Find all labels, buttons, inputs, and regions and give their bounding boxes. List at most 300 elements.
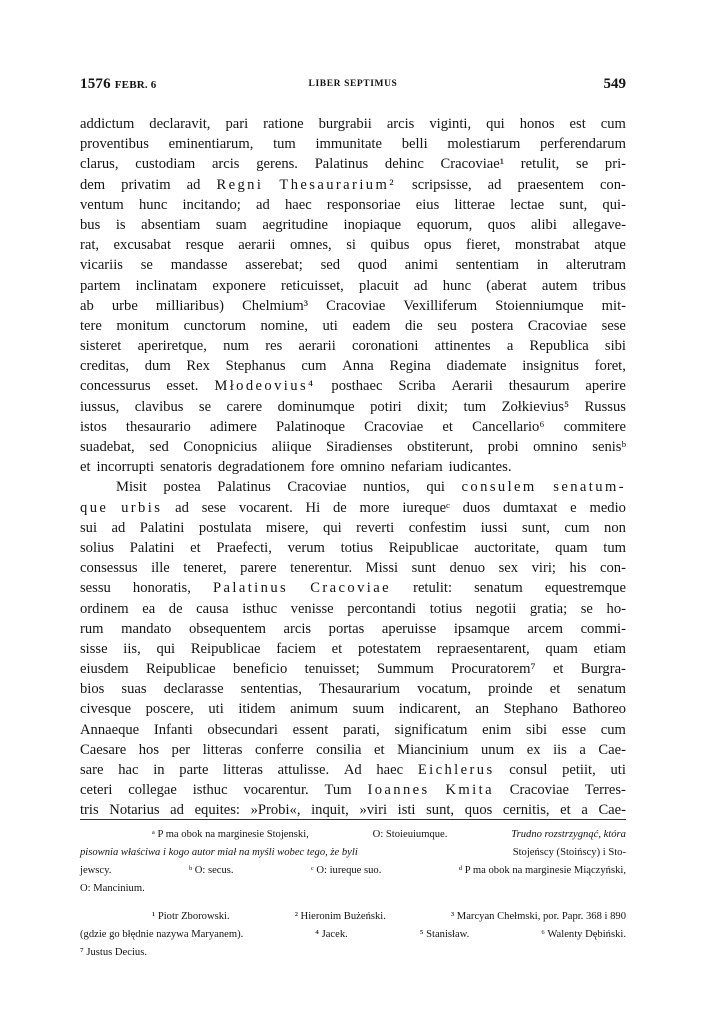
word: Terres-	[584, 782, 626, 799]
text-line	[80, 195, 626, 215]
word: Summum	[377, 661, 434, 678]
word: vicariis	[80, 257, 123, 274]
text-line	[80, 558, 626, 578]
word: lectae	[510, 196, 545, 213]
word: omnino	[340, 459, 385, 476]
word: medio	[589, 499, 626, 516]
word: milliaribus)	[155, 297, 224, 314]
text-line	[80, 578, 626, 598]
text-line	[80, 659, 626, 679]
word: clarus,	[80, 156, 119, 173]
word: et	[374, 741, 385, 758]
word: attinentes	[434, 338, 491, 355]
word: senisᵇ	[592, 439, 626, 455]
word: ratione	[263, 116, 304, 132]
word: declarasse	[163, 681, 224, 698]
text-line	[80, 417, 626, 437]
word: litteras	[202, 741, 243, 758]
word: reverti	[356, 519, 395, 536]
word: ad	[170, 802, 184, 819]
word: consulem	[461, 479, 537, 496]
word: tere	[80, 317, 102, 334]
word: ad	[487, 176, 502, 193]
footnote-line	[80, 844, 626, 862]
word: iurequeᶜ	[402, 499, 450, 516]
word: sisse	[80, 640, 108, 657]
word: Reipublicae	[145, 661, 216, 678]
word: portas	[328, 620, 365, 637]
text-line	[80, 720, 626, 740]
word: commitere	[563, 418, 626, 435]
word: Infanti	[153, 721, 193, 738]
word: Thesaurarium	[318, 681, 400, 698]
word: se	[198, 398, 212, 415]
word: Notarius	[109, 802, 160, 819]
word: potestatem	[357, 640, 422, 657]
word: aerarii	[238, 237, 276, 254]
text-line	[80, 437, 626, 457]
text-line	[80, 619, 626, 639]
word: scripsisse,	[412, 176, 472, 193]
word: denuo	[449, 560, 486, 577]
word: responsoriae	[326, 196, 401, 213]
word: suam	[215, 216, 247, 233]
word: placuit	[358, 277, 399, 294]
word: eius	[415, 196, 440, 213]
word: thesaurum	[508, 378, 570, 395]
word: ordinem	[80, 600, 129, 617]
word: praesentem	[517, 176, 584, 193]
word: postea	[163, 479, 201, 496]
word: alibi	[530, 216, 557, 233]
word: itidem	[238, 701, 276, 718]
word: teneret,	[183, 560, 227, 577]
word: suas	[121, 681, 147, 698]
word: cum	[564, 519, 590, 536]
text-line	[80, 114, 626, 134]
word: isthuc	[242, 600, 278, 617]
word: Misit	[116, 479, 147, 496]
footnote-segment: ᵈ P ma obok na marginesie Miączyński,	[458, 865, 626, 876]
word: sisteret	[80, 338, 122, 355]
word: equorum,	[416, 216, 473, 233]
word: se	[580, 600, 593, 617]
word: a	[506, 338, 514, 355]
text-line	[80, 639, 626, 659]
footnotes-variant	[80, 826, 626, 898]
word: quam	[545, 640, 578, 657]
word: Palatinus	[314, 156, 369, 173]
footnote-segment: ᶜ O: iureque suo.	[311, 865, 382, 876]
word: poscere,	[145, 701, 194, 718]
word: equites:	[194, 802, 240, 819]
word: de	[168, 600, 183, 617]
word: venisse	[290, 600, 334, 617]
text-line	[80, 376, 626, 396]
word: misere,	[265, 519, 309, 536]
word: et	[442, 418, 453, 435]
footnote-segment: O: Mancinium.	[80, 883, 145, 894]
word: declaravit,	[149, 116, 211, 132]
word: degradationem	[218, 459, 305, 476]
word: inquit,	[311, 802, 349, 819]
word: sunt,	[521, 519, 550, 536]
word: petiit,	[562, 762, 596, 778]
word: dixit;	[417, 398, 448, 415]
word: custodiam	[135, 156, 196, 173]
word: rum	[80, 620, 104, 637]
word: aegritudine	[262, 216, 328, 233]
word: se	[140, 257, 153, 274]
text-line	[80, 235, 626, 255]
word: gratia;	[529, 600, 568, 617]
text-line	[80, 276, 626, 296]
word: Cae-	[598, 802, 626, 819]
word: negotii	[475, 600, 517, 617]
word: ad	[186, 176, 201, 193]
word: consilia	[316, 741, 362, 758]
word: consessus	[80, 560, 138, 577]
word: autem	[541, 277, 578, 294]
word: Anna	[342, 358, 374, 375]
word: Chelmium³	[242, 297, 309, 314]
word: Zołkievius⁵	[501, 398, 570, 415]
word: duos	[462, 499, 491, 516]
word: Stephano	[503, 701, 558, 718]
word: an	[475, 701, 490, 718]
word: per	[171, 741, 191, 758]
word: sese	[601, 317, 626, 334]
text-line	[80, 518, 626, 538]
text-line	[80, 699, 626, 719]
word: Cae-	[598, 741, 626, 758]
word: postera	[471, 317, 514, 334]
word: eiusdem	[80, 661, 129, 678]
word: nomine,	[260, 317, 308, 334]
word: bus	[80, 216, 101, 233]
footnote-segment: ¹ Piotr Zborowski.	[152, 911, 230, 922]
word: verum	[287, 539, 325, 556]
word: Cracoviae	[527, 317, 588, 334]
word: Cancellario⁶	[472, 418, 545, 435]
word: dominumque	[277, 398, 355, 415]
word: Missi	[365, 560, 399, 577]
word: immunitate	[315, 136, 382, 153]
word: totius	[340, 539, 374, 556]
footnote-rule	[80, 819, 626, 820]
footnote-segment: ᵃ P ma obok na marginesie Stojenski,	[152, 829, 309, 840]
text-line	[80, 780, 626, 800]
word: incitando;	[182, 196, 241, 213]
word: esse	[561, 721, 587, 738]
word: urbis	[121, 499, 163, 516]
text-line	[80, 760, 626, 780]
word: res	[265, 338, 283, 355]
word: Burgra-	[580, 661, 626, 678]
word: tribus	[592, 277, 626, 294]
word: clavibus	[134, 398, 184, 415]
footnote-segment: Stojeńscy (Stoińscy) i Sto-	[512, 847, 626, 858]
word: animi	[404, 257, 439, 274]
word: Cracoviae	[509, 782, 569, 799]
word: cernitis,	[502, 802, 550, 819]
word: posthaec	[331, 378, 383, 395]
word: Palatini	[139, 519, 185, 536]
word: seu	[437, 317, 457, 334]
word: nuntios,	[363, 479, 410, 496]
footnote-segment: pisownia właściwa i kogo autor miał na myśli wobec tego, że byli	[80, 847, 358, 858]
word: quos	[464, 802, 493, 819]
word: honos	[519, 116, 555, 132]
text-line	[80, 599, 626, 619]
word: Cracoviae	[326, 297, 386, 314]
word: Młodeovius⁴	[214, 378, 316, 395]
word: hac	[118, 762, 139, 778]
word: unum	[480, 741, 515, 758]
word: sessu	[80, 580, 111, 597]
word: ad	[413, 277, 428, 294]
text-line	[80, 316, 626, 336]
word: atque	[594, 237, 626, 254]
word: Cracoviae	[287, 479, 347, 496]
word: significatum	[394, 721, 468, 738]
footnote-line	[80, 862, 626, 880]
text-line	[80, 538, 626, 558]
word: esset.	[166, 378, 199, 395]
word: et	[560, 802, 571, 819]
word: cum	[600, 116, 626, 132]
page-number: 549	[603, 76, 626, 92]
word: istos	[80, 418, 107, 435]
word: nefariam	[390, 459, 443, 476]
word: gerens.	[256, 156, 298, 173]
word: partem	[80, 277, 121, 294]
word: reticuisset,	[281, 277, 344, 294]
word: quibus	[370, 237, 410, 254]
word: cum	[600, 721, 626, 738]
word: viri;	[531, 560, 556, 577]
word: Rex	[186, 358, 210, 375]
word: fieret,	[465, 237, 501, 254]
word: auctoritate,	[474, 539, 540, 556]
word: bios	[80, 681, 105, 698]
word: molestiarum	[447, 136, 521, 153]
text-line	[80, 740, 626, 760]
word: thesaurario	[125, 418, 191, 435]
word: sententiam	[455, 257, 520, 274]
word: dum	[144, 358, 171, 375]
word: more	[359, 499, 390, 516]
word: Annaeque	[80, 721, 140, 738]
footnote-segment: ᵇ O: secus.	[188, 865, 234, 876]
word: die	[404, 317, 423, 334]
word: Cracoviae¹	[440, 156, 505, 173]
footnotes	[80, 826, 626, 962]
word: senatum-	[553, 479, 626, 496]
word: in	[153, 762, 165, 778]
word: animum	[290, 701, 339, 718]
word: essent	[292, 721, 329, 738]
word: qui	[486, 116, 505, 132]
word: Reipublicae	[190, 640, 261, 657]
word: urbe	[111, 297, 138, 314]
word: parere	[240, 560, 277, 577]
word: a	[579, 741, 586, 758]
footnote-line	[80, 944, 626, 962]
word: enim	[482, 721, 512, 738]
word: monitum	[116, 317, 170, 334]
footnote-segment: jewscy.	[80, 865, 112, 876]
word: hos	[138, 741, 159, 758]
word: omnes,	[289, 237, 332, 254]
word: solius	[80, 539, 115, 556]
word: arcis	[386, 116, 415, 132]
word: suadebat,	[80, 439, 135, 455]
word: suum	[352, 701, 385, 718]
word: Bathoreo	[572, 701, 626, 718]
text-line	[80, 457, 626, 477]
word: belli	[401, 136, 428, 153]
word: aperire	[585, 378, 626, 395]
word: ad	[256, 196, 270, 213]
word: sunt,	[559, 196, 588, 213]
word: addictum	[80, 116, 135, 132]
word: vocatum,	[417, 681, 471, 698]
word: uti	[208, 701, 224, 718]
footnote-line	[80, 826, 626, 844]
word: qui-	[602, 196, 626, 213]
word: confestim	[408, 519, 467, 536]
word: conferre	[254, 741, 304, 758]
word: quam	[555, 539, 588, 556]
word: sex	[498, 560, 519, 577]
word: postulata	[198, 519, 252, 536]
word: excusabat	[113, 237, 172, 254]
text-line	[80, 477, 626, 497]
word: pri-	[604, 156, 626, 173]
word: vocarentur.	[243, 782, 309, 799]
text-line	[80, 800, 626, 820]
word: sunt,	[426, 802, 455, 819]
word: Siradienses	[326, 439, 393, 455]
word: asserebat;	[245, 257, 303, 274]
footnote-segment: ⁴ Jacek.	[315, 929, 348, 940]
word: sui	[80, 519, 98, 536]
header-month-day: FEBR. 6	[114, 79, 157, 91]
footnote-segment: ² Hieronim Bużeński.	[294, 911, 386, 922]
text-line	[80, 134, 626, 154]
word: obstiterunt,	[407, 439, 474, 455]
word: dem	[80, 176, 106, 193]
word: Palatini	[129, 539, 175, 556]
word: Stoienniumque	[495, 297, 584, 314]
word: iudicantes.	[448, 459, 512, 476]
word: sed	[149, 439, 169, 455]
word: qui	[323, 519, 342, 536]
word: ventum	[80, 196, 124, 213]
word: et	[549, 681, 561, 698]
word: proventibus	[80, 136, 149, 153]
word: Cracoviae	[310, 580, 391, 597]
word: uti	[610, 762, 626, 778]
header-title: LIBER SEPTIMUS	[308, 79, 398, 89]
word: in	[536, 257, 549, 274]
word: Reipublicae	[388, 539, 459, 556]
footnote-line	[80, 908, 626, 926]
word: ille	[151, 560, 170, 577]
word: uti	[322, 317, 338, 334]
word: eminentiarum,	[168, 136, 254, 153]
word: repraesentarent,	[436, 640, 530, 657]
word: opus	[423, 237, 452, 254]
word: tris	[80, 802, 99, 819]
word: coronationi	[351, 338, 419, 355]
word: iis	[553, 741, 567, 758]
word: privatim	[121, 176, 171, 193]
word: beneficio	[232, 661, 288, 678]
word: num	[223, 338, 250, 355]
word: Cracoviae	[364, 418, 424, 435]
running-header	[80, 76, 626, 96]
word: tum	[463, 398, 487, 415]
word: Thesaurarium²	[279, 176, 396, 193]
word: probi	[487, 439, 519, 455]
word: pari	[225, 116, 249, 132]
word: Procuratorem⁷	[451, 661, 536, 678]
word: Aerarii	[451, 378, 493, 395]
word: concessurus	[80, 378, 151, 395]
word: causa	[196, 600, 229, 617]
word: iussi	[480, 519, 508, 536]
word: de	[332, 499, 347, 516]
word: parati,	[342, 721, 380, 738]
word: fore	[310, 459, 335, 476]
word: sunt	[411, 560, 436, 577]
word: ipsamque	[453, 620, 510, 637]
word: non	[604, 519, 626, 536]
word: ea	[142, 600, 156, 617]
word: resque	[185, 237, 224, 254]
word: hunc	[442, 277, 472, 294]
word: con-	[600, 560, 626, 577]
word: isti	[397, 802, 416, 819]
word: senatum	[577, 681, 626, 698]
word: retulit,	[520, 156, 560, 173]
word: alterutram	[565, 257, 626, 274]
word: omnino	[533, 439, 578, 455]
word: sed	[320, 257, 341, 274]
word: Ioannes	[367, 782, 430, 799]
word: Palatinus	[217, 479, 271, 496]
text-line	[80, 498, 626, 518]
text-line	[80, 296, 626, 316]
word: faciem	[276, 640, 316, 657]
word: aerarii	[298, 338, 336, 355]
word: sententias,	[240, 681, 302, 698]
word: ab	[80, 297, 94, 314]
word: commi-	[580, 620, 626, 637]
word: vocarent.	[238, 499, 293, 516]
word: Caesare	[80, 741, 127, 758]
footnotes-numeric	[80, 908, 626, 962]
word: a	[581, 802, 588, 819]
word: aperuisse	[381, 620, 437, 637]
word: collegae	[128, 782, 177, 799]
word: senatum	[474, 580, 523, 597]
word: Scriba	[398, 378, 436, 395]
word: iis,	[123, 640, 141, 657]
text-line	[80, 336, 626, 356]
